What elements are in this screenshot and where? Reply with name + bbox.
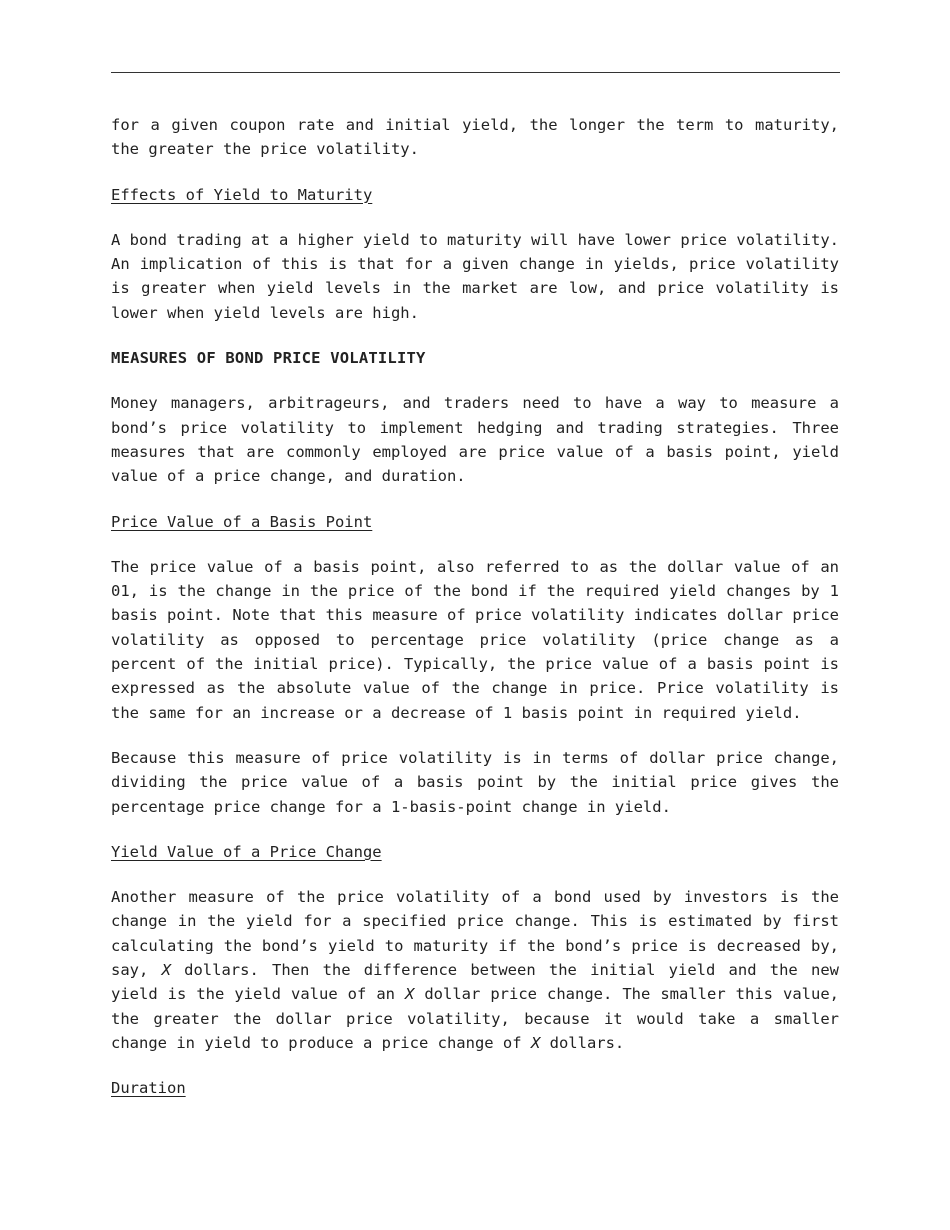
- header-rule: [111, 72, 840, 73]
- document-body: [111, 113, 839, 1122]
- heading-yield-value-of-a-price-change: Yield Value of a Price Change: [111, 842, 382, 861]
- paragraph-pvbp-2: Because this measure of price volatility is in terms of dollar price change, dividing the price value of a basis point by the initial price gives the percentage price change for a 1-basis-point change in yield.: [111, 748, 839, 816]
- yvpc-text-3: dollar price change. The smaller this value, the greater the dollar price volatility, because it would take a smaller change in yield to produce a price change of: [111, 985, 839, 1052]
- paragraph-continued: for a given coupon rate and initial yield, the longer the term to maturity, the greater the price volatility.: [111, 116, 839, 159]
- variable-x: X: [405, 985, 415, 1004]
- heading-effects-of-yield-to-maturity: Effects of Yield to Maturity: [111, 185, 373, 204]
- yvpc-text-2: dollars. Then the difference between the initial yield and the new yield is the yield value of an: [111, 961, 839, 1004]
- section-title-measures: MEASURES OF BOND PRICE VOLATILITY: [111, 349, 426, 368]
- yvpc-text-1: Another measure of the price volatility of a bond used by investors is the change in the yield for a specified price change. This is estimated by first calculating the bond’s yield to maturity if the bond’s price is decreased by, say,: [111, 888, 839, 980]
- paragraph-effects-of-yield-to-maturity: A bond trading at a higher yield to maturity will have lower price volatility. An implication of this is that for a given change in yields, price volatility is greater when yield levels in the market are low, and price volatility is lower when yield levels are high.: [111, 230, 839, 322]
- paragraph-measures: Money managers, arbitrageurs, and traders need to have a way to measure a bond’s price volatility to implement hedging and trading strategies. Three measures that are commonly employed are price value of a basis point, yield value of a price change, and duration.: [111, 394, 839, 486]
- heading-duration: Duration: [111, 1079, 186, 1098]
- paragraph-pvbp-1: The price value of a basis point, also referred to as the dollar value of an 01, is the change in the price of the bond if the required yield changes by 1 basis point. Note that this measure of price volatility indicates dollar price volatility as opposed to percentage price volatility (price change as a percent of the initial price). Typically, the price value of a basis point is expressed as the absolute value of the change in price. Price volatility is the same for an increase or a decrease of 1 basis point in required yield.: [111, 557, 839, 722]
- heading-price-value-of-a-basis-point: Price Value of a Basis Point: [111, 512, 373, 531]
- paragraph-yield-value-of-a-price-change: [111, 885, 839, 1055]
- variable-x: X: [161, 961, 171, 980]
- variable-x: X: [530, 1033, 541, 1052]
- yvpc-text-4: dollars.: [540, 1033, 625, 1052]
